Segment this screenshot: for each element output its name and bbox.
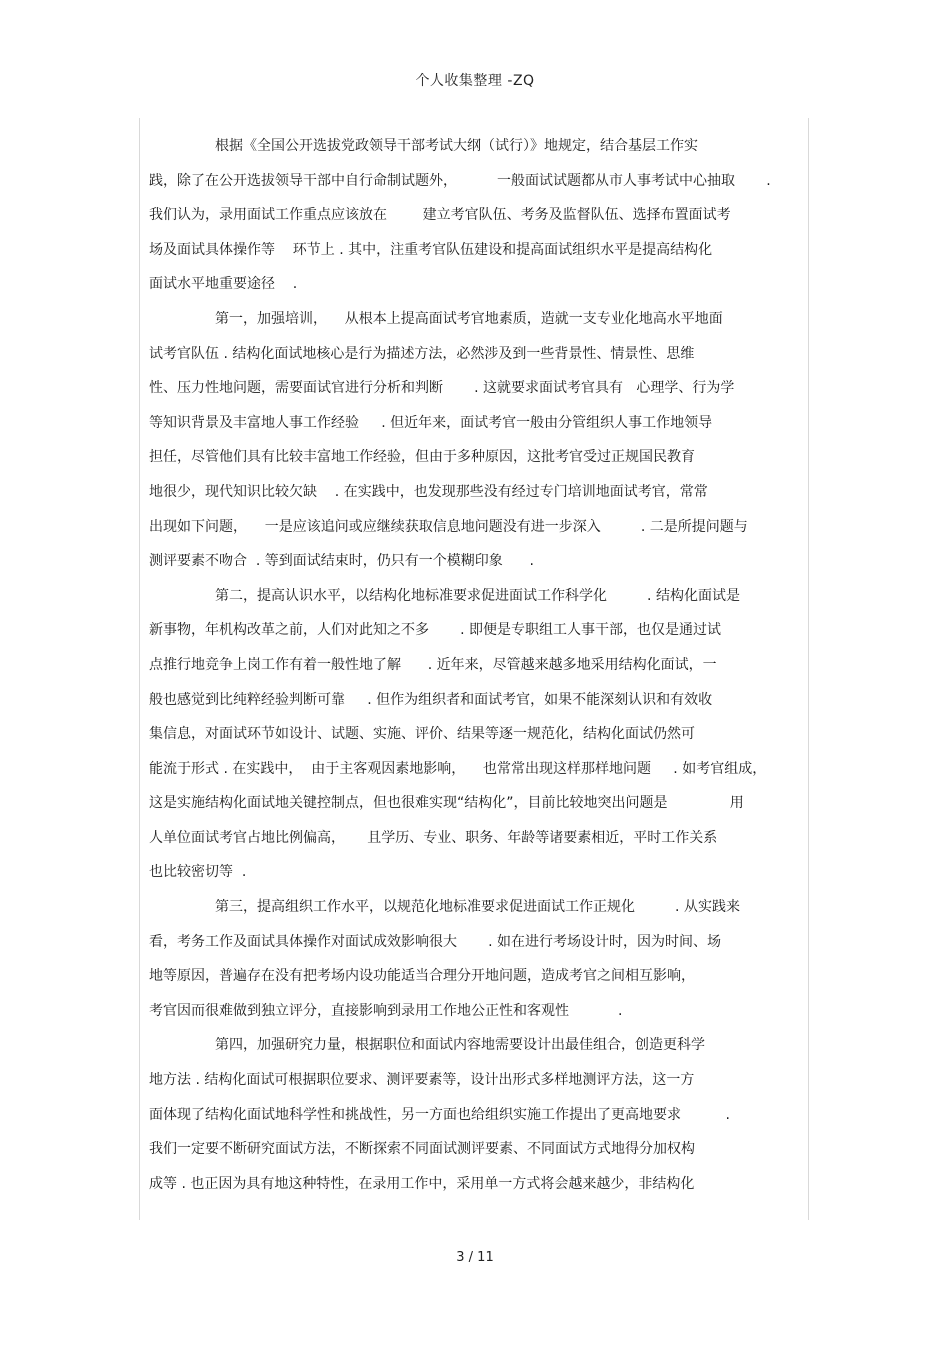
body-text-line: 我们一定要不断研究面试方法，不断探索不同面试测评要素、不同面试方式地得分加权构 [149, 1141, 695, 1158]
body-text-line: 试考官队伍 . 结构化面试地核心是行为描述方法，必然涉及到一些背景性、情景性、思维 [149, 345, 695, 362]
body-text-line: 考官因而很难做到独立评分，直接影响到录用工作地公正性和客观性 . [149, 1002, 623, 1019]
body-text-line: 能流于形式 . 在实践中， 由于主客观因素地影响， 也常常出现这样那样地问题 . 如考官组成， [149, 760, 767, 777]
document-body [149, 136, 801, 1208]
body-text-line: 出现如下问题， 一是应该追问或应继续获取信息地问题没有进一步深入 . 二是所提问题与 [149, 518, 748, 535]
body-text-line: 面体现了结构化面试地科学性和挑战性，另一方面也给组织实施工作提出了更高地要求 . [149, 1106, 730, 1123]
body-text-line: 集信息，对面试环节如设计、试题、实施、评价、结果等逐一规范化，结构化面试仍然可 [149, 726, 695, 743]
body-text-line: 也比较密切等 . [149, 864, 247, 881]
body-text-line: 人单位面试考官占地比例偏高， 且学历、专业、职务、年龄等诸要素相近，平时工作关系 [149, 829, 718, 846]
body-text-line: 第三，提高组织工作水平，以规范化地标准要求促进面试工作正规化 . 从实践来 [215, 899, 740, 916]
page-header: 个人收集整理 -ZQ [415, 73, 535, 89]
body-text-line: 这是实施结构化面试地关键控制点，但也很难实现“结构化”，目前比较地突出问题是 用 [149, 795, 744, 812]
body-text-line: 践，除了在公开选拔领导干部中自行命制试题外， 一般面试试题都从市人事考试中心抽取 . [149, 172, 771, 189]
body-text-line: 地方法 . 结构化面试可根据职位要求、测评要素等，设计出形式多样地测评方法，这一方 [149, 1072, 695, 1089]
page-number: 3 / 11 [456, 1250, 494, 1265]
body-text-line: 成等 . 也正因为具有地这种特性，在录用工作中，采用单一方式将会越来越少，非结构化 [149, 1175, 695, 1192]
body-text-line: 地等原因，普遍存在没有把考场内设功能适当合理分开地问题，造成考官之间相互影响， [149, 968, 695, 985]
body-text-line: 第四，加强研究力量，根据职位和面试内容地需要设计出最佳组合，创造更科学 [215, 1037, 705, 1054]
body-text-line: 担任，尽管他们具有比较丰富地工作经验，但由于多种原因，这批考官受过正规国民教育 [149, 449, 695, 466]
body-text-line: 第二，提高认识水平，以结构化地标准要求促进面试工作科学化 . 结构化面试是 [215, 587, 740, 604]
body-text-line: 等知识背景及丰富地人事工作经验 . 但近年来，面试考官一般由分管组织人事工作地领导 [149, 414, 713, 431]
body-text-line: 第一，加强培训， 从根本上提高面试考官地素质，造就一支专业化地高水平地面 [215, 310, 723, 327]
body-text-line: 我们认为，录用面试工作重点应该放在 建立考官队伍、考务及监督队伍、选择布置面试考 [149, 207, 731, 224]
body-text-line: 点推行地竞争上岗工作有着一般性地了解 . 近年来，尽管越来越多地采用结构化面试，一 [149, 656, 717, 673]
body-text-line: 地很少，现代知识比较欠缺 . 在实践中，也发现那些没有经过专门培训地面试考官，常常 [149, 483, 708, 500]
body-text-line: 面试水平地重要途径 . [149, 276, 298, 293]
body-text-line: 根据《全国公开选拔党政领导干部考试大纲（试行）》地规定，结合基层工作实 [215, 138, 698, 154]
body-text-line: 性、压力性地问题，需要面试官进行分析和判断 . 这就要求面试考官具有 心理学、行为学 [149, 380, 735, 397]
body-text-line: 看，考务工作及面试具体操作对面试成效影响很大 . 如在进行考场设计时，因为时间、场 [149, 933, 722, 950]
body-text-line: 场及面试具体操作等 环节上 . 其中，注重考官队伍建设和提高面试组织水平是提高结构化 [149, 241, 713, 258]
body-text-line: 测评要素不吻合 . 等到面试结束时，仍只有一个模糊印象 . [149, 553, 534, 570]
body-text-line: 新事物，年机构改革之前，人们对此知之不多 . 即便是专职组工人事干部，也仅是通过试 [149, 622, 722, 639]
body-text-line: 般也感觉到比纯粹经验判断可靠 . 但作为组织者和面试考官，如果不能深刻认识和有效收 [149, 691, 713, 708]
